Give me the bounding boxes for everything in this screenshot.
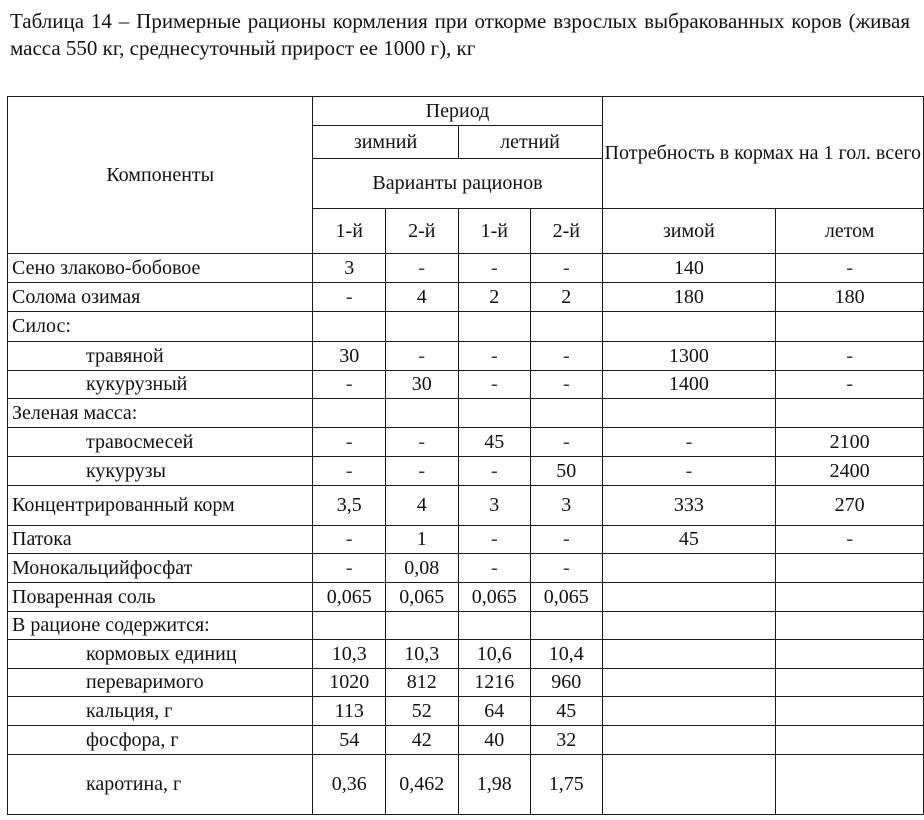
table-row <box>8 371 924 399</box>
table-cell: - <box>313 457 386 486</box>
header-components: Компоненты <box>8 97 313 254</box>
table-cell: 0,462 <box>386 755 459 815</box>
row-label: Патока <box>8 526 313 554</box>
table-cell: 3,5 <box>313 486 386 526</box>
table-cell: 2100 <box>776 428 924 457</box>
table-cell: 42 <box>386 726 459 755</box>
table-cell: 45 <box>602 526 776 554</box>
row-label: Концентрированный корм <box>8 486 313 526</box>
table-row <box>8 697 924 726</box>
table-cell: - <box>458 254 531 283</box>
row-label: Силос: <box>8 312 313 342</box>
table-row <box>8 612 924 640</box>
header-variant-1-winter: 1-й <box>313 209 386 254</box>
table-cell: 2400 <box>776 457 924 486</box>
table-cell <box>602 312 776 342</box>
table-cell <box>602 726 776 755</box>
table-cell: 45 <box>458 428 531 457</box>
table-cell: 270 <box>776 486 924 526</box>
table-cell: 4 <box>386 486 459 526</box>
table-cell: 0,065 <box>386 583 459 612</box>
table-cell <box>602 583 776 612</box>
row-label: травяной <box>8 342 313 371</box>
table-cell: - <box>458 457 531 486</box>
table-cell: 113 <box>313 697 386 726</box>
table-cell: 10,4 <box>531 640 602 669</box>
header-variant-2-winter: 2-й <box>386 209 459 254</box>
table-cell: 40 <box>458 726 531 755</box>
header-need-winter: зимой <box>602 209 776 254</box>
table-cell: - <box>313 283 386 312</box>
table-cell: 1,75 <box>531 755 602 815</box>
table-cell <box>602 697 776 726</box>
table-cell: 3 <box>313 254 386 283</box>
table-row <box>8 583 924 612</box>
table-cell: 0,065 <box>531 583 602 612</box>
row-label: каротина, г <box>8 755 313 815</box>
table-row <box>8 554 924 583</box>
table-cell: - <box>531 342 602 371</box>
table-cell <box>386 312 459 342</box>
table-cell <box>602 669 776 697</box>
table-cell: 0,36 <box>313 755 386 815</box>
table-cell: 180 <box>602 283 776 312</box>
row-label: Монокальцийфосфат <box>8 554 313 583</box>
table-row <box>8 486 924 526</box>
ration-table <box>7 96 924 815</box>
table-cell: 45 <box>531 697 602 726</box>
table-cell <box>776 697 924 726</box>
table-cell <box>386 612 459 640</box>
table-cell: 1216 <box>458 669 531 697</box>
table-cell: 50 <box>531 457 602 486</box>
table-cell <box>776 612 924 640</box>
table-cell: 10,6 <box>458 640 531 669</box>
table-cell: - <box>313 526 386 554</box>
header-need: Потребность в кормах на 1 гол. всего <box>602 97 924 209</box>
table-cell: 1020 <box>313 669 386 697</box>
table-cell: - <box>458 342 531 371</box>
table-cell: - <box>386 254 459 283</box>
table-cell: - <box>531 428 602 457</box>
table-cell: 1,98 <box>458 755 531 815</box>
table-cell <box>776 399 924 428</box>
row-label: Солома озимая <box>8 283 313 312</box>
table-row <box>8 526 924 554</box>
row-label: Поваренная соль <box>8 583 313 612</box>
table-cell: 0,08 <box>386 554 459 583</box>
table-cell <box>458 612 531 640</box>
table-cell: 32 <box>531 726 602 755</box>
table-cell: 52 <box>386 697 459 726</box>
table-cell: 54 <box>313 726 386 755</box>
table-cell: 64 <box>458 697 531 726</box>
table-cell <box>776 669 924 697</box>
table-row <box>8 342 924 371</box>
table-cell: 1300 <box>602 342 776 371</box>
table-cell: 4 <box>386 283 459 312</box>
header-summer: летний <box>458 126 602 159</box>
table-cell: - <box>386 428 459 457</box>
row-label: В рационе содержится: <box>8 612 313 640</box>
row-label: кукурузы <box>8 457 313 486</box>
table-cell: 3 <box>531 486 602 526</box>
table-cell: 30 <box>386 371 459 399</box>
table-cell: 333 <box>602 486 776 526</box>
row-label: кукурузный <box>8 371 313 399</box>
header-variant-2-summer: 2-й <box>531 209 602 254</box>
table-cell <box>458 312 531 342</box>
table-cell <box>776 583 924 612</box>
row-label: Зеленая масса: <box>8 399 313 428</box>
table-cell: - <box>776 254 924 283</box>
row-label: Сено злаково-бобовое <box>8 254 313 283</box>
table-cell: 1400 <box>602 371 776 399</box>
table-cell: 0,065 <box>458 583 531 612</box>
table-cell: - <box>531 254 602 283</box>
table-cell <box>602 399 776 428</box>
header-period: Период <box>313 97 602 126</box>
table-cell <box>531 399 602 428</box>
table-cell <box>531 312 602 342</box>
table-body <box>8 254 924 815</box>
table-row <box>8 312 924 342</box>
header-winter: зимний <box>313 126 458 159</box>
table-caption: Таблица 14 – Примерные рационы кормления при откорме взрослых выбракованных коров (живая масса 550 кг, среднесуточный прирост ее 1000 г), кг <box>10 9 910 60</box>
row-label: кальция, г <box>8 697 313 726</box>
header-need-summer: летом <box>776 209 924 254</box>
row-label: переваримого <box>8 669 313 697</box>
table-cell: - <box>531 371 602 399</box>
table-cell: 2 <box>531 283 602 312</box>
table-cell: - <box>386 342 459 371</box>
table-row <box>8 755 924 815</box>
table-row <box>8 399 924 428</box>
table-row <box>8 669 924 697</box>
table-row <box>8 640 924 669</box>
header-variants: Варианты рационов <box>313 159 602 209</box>
table-cell: - <box>602 428 776 457</box>
row-label: фосфора, г <box>8 726 313 755</box>
table-cell: 1 <box>386 526 459 554</box>
table-cell <box>313 399 386 428</box>
table-cell <box>602 640 776 669</box>
table-cell <box>313 312 386 342</box>
table-row <box>8 283 924 312</box>
table-row <box>8 457 924 486</box>
table-cell: 812 <box>386 669 459 697</box>
table-cell: - <box>313 371 386 399</box>
table-row <box>8 726 924 755</box>
table-cell: - <box>776 342 924 371</box>
table-cell: - <box>776 371 924 399</box>
table-cell <box>776 640 924 669</box>
table-cell <box>531 612 602 640</box>
header-variant-1-summer: 1-й <box>458 209 531 254</box>
table-cell: - <box>458 554 531 583</box>
table-cell: 10,3 <box>386 640 459 669</box>
row-label: кормовых единиц <box>8 640 313 669</box>
table-cell: 0,065 <box>313 583 386 612</box>
table-cell: - <box>458 371 531 399</box>
table-cell: - <box>531 554 602 583</box>
table-cell <box>386 399 459 428</box>
table-cell <box>776 726 924 755</box>
table-cell: - <box>531 526 602 554</box>
table-cell: - <box>776 526 924 554</box>
table-cell <box>602 612 776 640</box>
row-label: травосмесей <box>8 428 313 457</box>
table-cell <box>602 554 776 583</box>
table-row <box>8 254 924 283</box>
table-cell <box>602 755 776 815</box>
table-cell: - <box>602 457 776 486</box>
table-cell: 180 <box>776 283 924 312</box>
table-cell: 30 <box>313 342 386 371</box>
table-cell <box>313 612 386 640</box>
table-cell <box>776 554 924 583</box>
table-cell: - <box>313 428 386 457</box>
table-row <box>8 428 924 457</box>
table-cell: 140 <box>602 254 776 283</box>
table-cell <box>776 312 924 342</box>
table-cell <box>776 755 924 815</box>
table-cell: 10,3 <box>313 640 386 669</box>
table-cell: 960 <box>531 669 602 697</box>
table-cell: - <box>458 526 531 554</box>
table-cell: - <box>313 554 386 583</box>
table-cell: - <box>386 457 459 486</box>
table-cell: 3 <box>458 486 531 526</box>
table-cell <box>458 399 531 428</box>
table-cell: 2 <box>458 283 531 312</box>
